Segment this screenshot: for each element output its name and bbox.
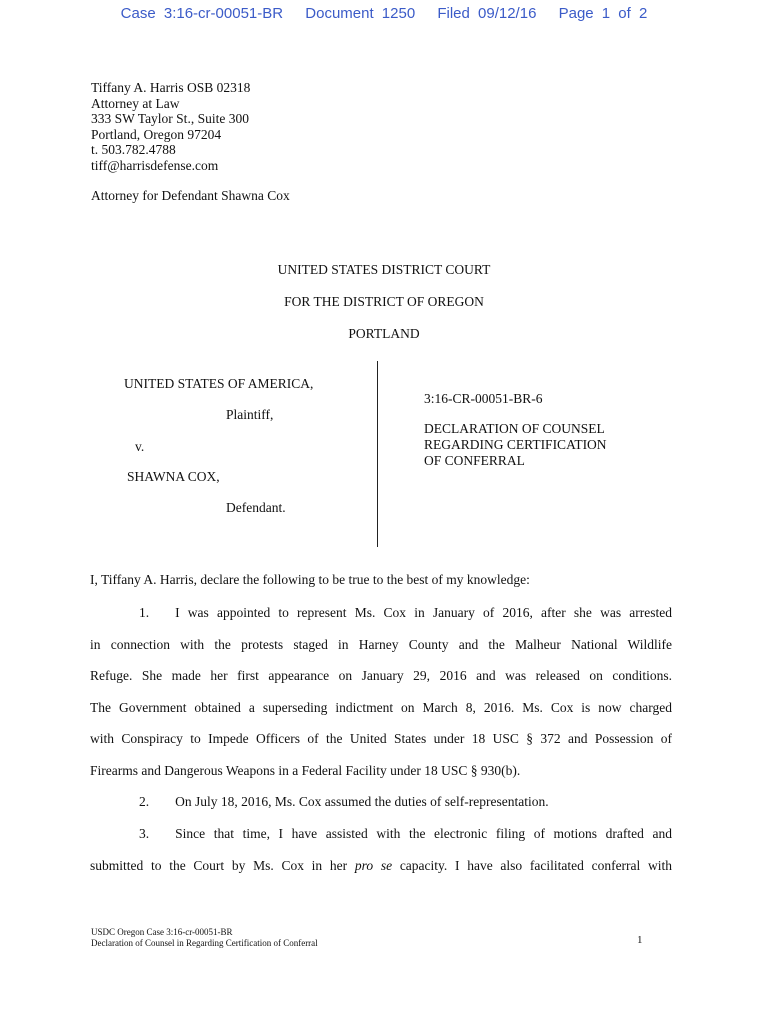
attorney-street: 333 SW Taylor St., Suite 300 — [91, 111, 249, 126]
paragraph-line: with Conspiracy to Impede Officers of the United States under 18 USC § 372 and Possession of — [90, 731, 672, 746]
attorney-title: Attorney at Law — [91, 95, 180, 111]
stamp-case: Case 3:16-cr-00051-BR — [120, 5, 284, 22]
attorney-name: Tiffany A. Harris OSB 02318 — [91, 80, 251, 95]
pro-se-italic: pro se — [354, 857, 393, 873]
paragraph-line: Refuge. She made her first appearance on January 29, 2016 and was released on conditions. — [90, 668, 672, 683]
case-number: 3:16-CR-00051-BR-6 — [424, 391, 543, 406]
court-district: FOR THE DISTRICT OF OREGON — [284, 294, 484, 309]
paragraph-line: 1. I was appointed to represent Ms. Cox in January of 2016, after she was arrested — [139, 605, 672, 620]
paragraph-2: 2. On July 18, 2016, Ms. Cox assumed the duties of self-representation. — [139, 794, 549, 809]
paragraph-number: 3. — [139, 826, 150, 841]
document-title-line: REGARDING CERTIFICATION — [424, 437, 607, 452]
paragraph-line: 3. Since that time, I have assisted with the electronic filing of motions drafted and — [139, 826, 672, 841]
attorney-phone: t. 503.782.4788 — [91, 142, 176, 157]
court-division: PORTLAND — [348, 326, 420, 341]
filing-stamp — [0, 5, 768, 22]
versus: v. — [135, 439, 145, 454]
page-number: 1 — [637, 934, 643, 946]
document-title-line: DECLARATION OF COUNSEL — [424, 421, 605, 436]
paragraph-line: submitted to the Court by Ms. Cox in her pro se capacity. I have also facilitated conferral with — [90, 857, 673, 873]
attorney-block — [91, 80, 250, 173]
stamp-page: Page 1 of 2 — [558, 5, 648, 22]
paragraph-number: 1. — [139, 605, 150, 620]
document-title — [424, 421, 607, 469]
document-title-line: OF CONFERRAL — [424, 453, 525, 468]
plaintiff-name: UNITED STATES OF AMERICA, — [124, 376, 314, 391]
stamp-document: Document 1250 — [305, 5, 416, 22]
caption-divider — [377, 361, 378, 547]
paragraph-number: 2. — [139, 794, 150, 809]
stamp-filed: Filed 09/12/16 — [437, 5, 537, 22]
attorney-city: Portland, Oregon 97204 — [91, 126, 222, 142]
plaintiff-role: Plaintiff, — [226, 407, 274, 422]
paragraph-line: The Government obtained a superseding indictment on March 8, 2016. Ms. Cox is now charged — [90, 699, 672, 715]
intro-paragraph: I, Tiffany A. Harris, declare the following to be true to the best of my knowledge: — [90, 572, 530, 587]
attorney-for: Attorney for Defendant Shawna Cox — [91, 188, 290, 203]
paragraph-3 — [90, 818, 672, 881]
defendant-role: Defendant. — [226, 500, 286, 515]
paragraph-line: in connection with the protests staged in Harney County and the Malheur National Wildlife — [90, 636, 672, 652]
attorney-email: tiff@harrisdefense.com — [91, 157, 219, 173]
footer-title: Declaration of Counsel in Regarding Certification of Conferral — [91, 938, 318, 948]
footer-case: USDC Oregon Case 3:16-cr-00051-BR — [91, 927, 233, 937]
paragraph-1 — [90, 597, 672, 786]
paragraph-line: Firearms and Dangerous Weapons in a Federal Facility under 18 USC § 930(b). — [90, 762, 521, 778]
court-name: UNITED STATES DISTRICT COURT — [277, 262, 491, 277]
defendant-name: SHAWNA COX, — [127, 469, 220, 484]
